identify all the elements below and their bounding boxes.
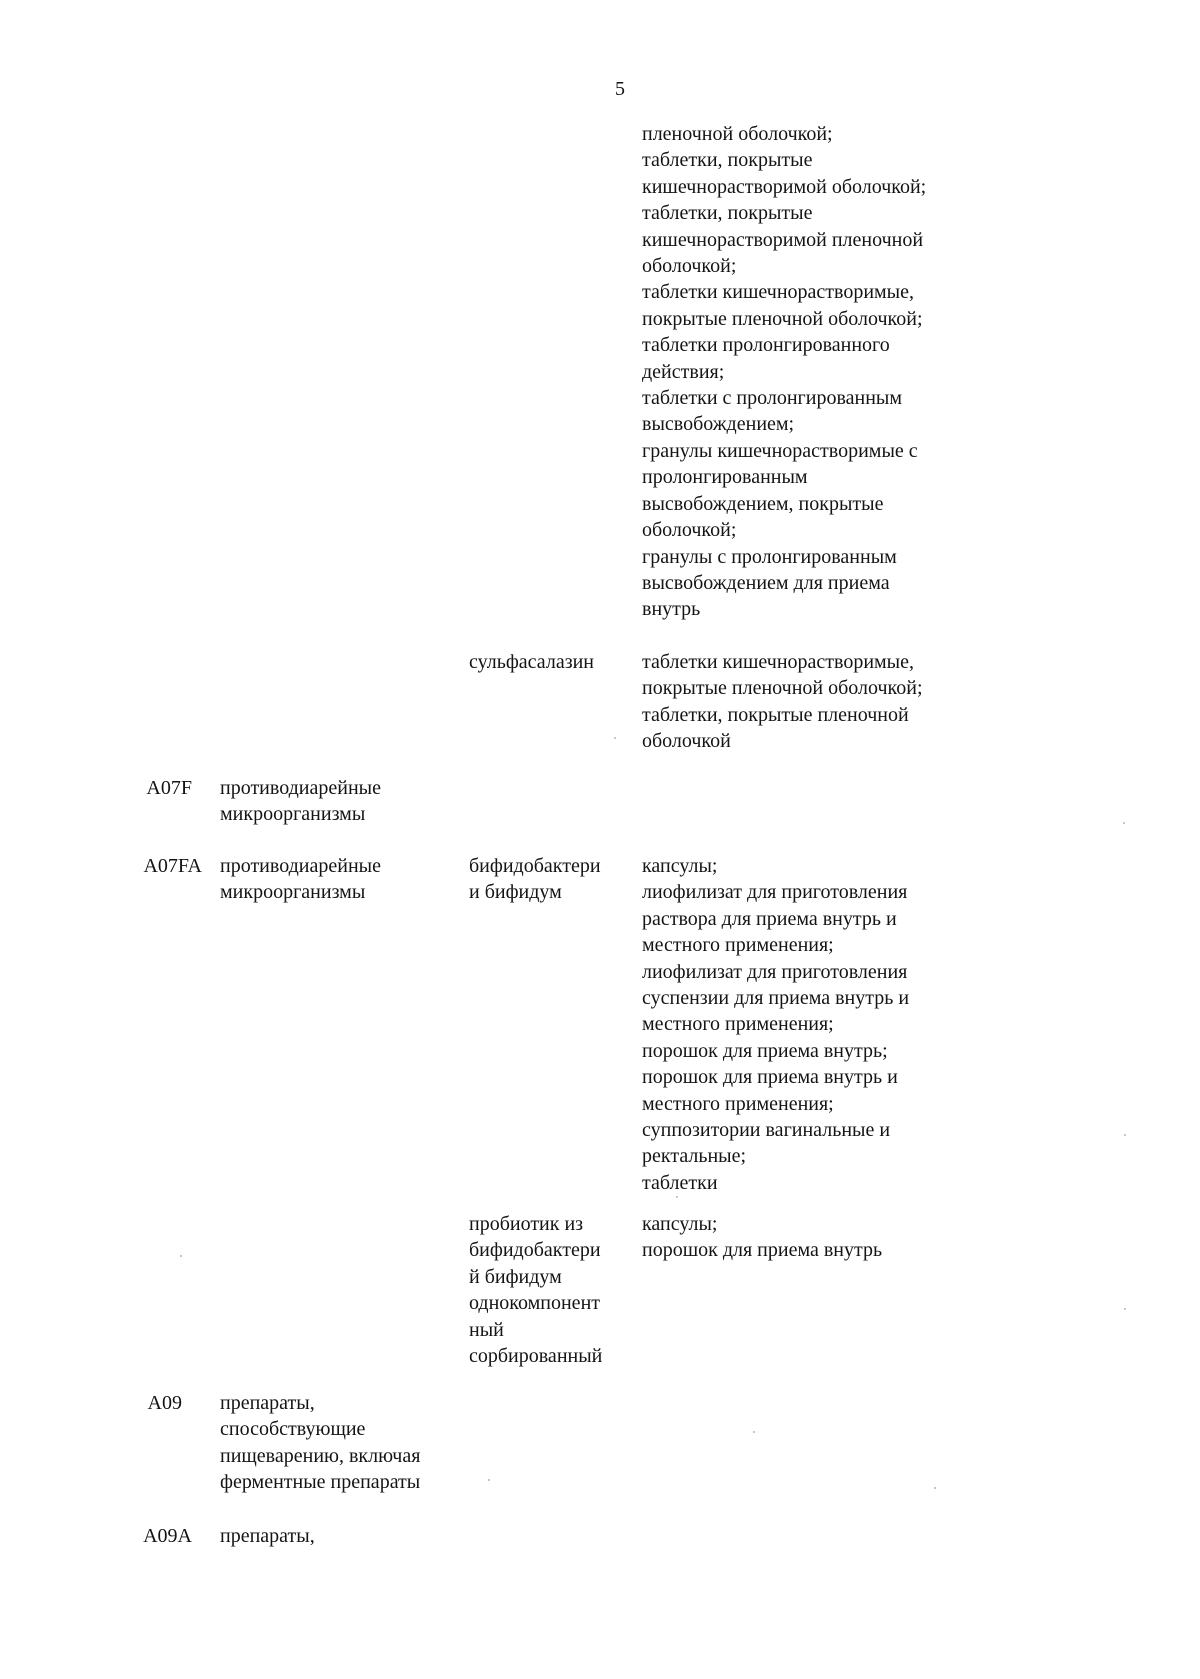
drug-name-line: и бифидум xyxy=(469,881,562,904)
dosage-form-line: гранулы кишечнорастворимые с xyxy=(642,439,918,462)
atc-group-line: микроорганизмы xyxy=(220,803,366,826)
dosage-form-line: таблетки, покрытые пленочной xyxy=(642,703,909,726)
dosage-form-line: высвобождением; xyxy=(642,413,795,436)
dosage-form-line: раствора для приема внутрь и xyxy=(642,907,897,930)
dosage-form-line: суспензии для приема внутрь и xyxy=(642,987,910,1010)
atc-code: A07F xyxy=(146,777,192,799)
dosage-form-line: кишечнорастворимой оболочкой; xyxy=(642,175,927,198)
dosage-form-line: местного применения; xyxy=(642,1013,834,1036)
scan-speck xyxy=(1123,822,1125,824)
dosage-form-line: гранулы с пролонгированным xyxy=(642,545,897,568)
dosage-form-line: таблетки пролонгированного xyxy=(642,334,890,357)
dosage-form-line: высвобождением, покрытые xyxy=(642,492,884,515)
scan-speck xyxy=(934,1487,936,1489)
dosage-form-line: таблетки кишечнорастворимые, xyxy=(642,281,914,304)
atc-group-line: противодиарейные xyxy=(220,855,381,877)
dosage-forms-cell xyxy=(642,649,982,755)
dosage-form-line: порошок для приема внутрь xyxy=(642,1239,883,1262)
dosage-form-line: капсулы; xyxy=(642,855,718,877)
scan-speck xyxy=(180,1255,182,1257)
atc-group-line: препараты, xyxy=(220,1392,315,1414)
dosage-forms-cell xyxy=(642,853,982,1196)
atc-group-line: пищеварению, включая xyxy=(220,1444,421,1467)
drug-name-line: бифидобактери xyxy=(469,1239,601,1262)
drug-name-cell xyxy=(469,649,627,675)
dosage-form-line: лиофилизат для приготовления xyxy=(642,881,908,904)
dosage-form-line: оболочкой xyxy=(642,730,731,753)
atc-group-line: ферментные препараты xyxy=(220,1471,421,1494)
drug-name-line: й бифидум xyxy=(469,1265,562,1288)
atc-code: A07FA xyxy=(143,855,202,877)
dosage-form-line: покрытые пленочной оболочкой; xyxy=(642,677,923,700)
dosage-form-line: капсулы; xyxy=(642,1213,718,1235)
dosage-forms-cell xyxy=(642,1211,982,1264)
dosage-form-line: пленочной оболочкой; xyxy=(642,123,833,145)
dosage-form-line: местного применения; xyxy=(642,1092,834,1115)
dosage-form-line: пролонгированным xyxy=(642,466,808,489)
drug-name-cell xyxy=(469,853,627,906)
atc-group-line: препараты, xyxy=(220,1525,315,1547)
dosage-form-line: оболочкой; xyxy=(642,255,737,278)
drug-name-line: сульфасалазин xyxy=(469,651,595,673)
dosage-form-line: местного применения; xyxy=(642,934,834,957)
scan-speck xyxy=(676,1196,678,1198)
dosage-form-line: порошок для приема внутрь и xyxy=(642,1066,898,1089)
dosage-form-line: порошок для приема внутрь; xyxy=(642,1039,888,1062)
atc-group-cell xyxy=(220,853,460,906)
dosage-form-line: таблетки кишечнорастворимые, xyxy=(642,651,914,673)
page-number: 5 xyxy=(615,78,625,100)
dosage-form-line: ректальные; xyxy=(642,1145,747,1168)
scan-speck xyxy=(614,737,616,739)
scan-speck xyxy=(1124,1308,1126,1310)
dosage-form-line: действия; xyxy=(642,360,725,383)
scan-speck xyxy=(753,1431,755,1433)
dosage-form-line: внутрь xyxy=(642,598,701,621)
dosage-form-line: оболочкой; xyxy=(642,519,737,542)
dosage-form-line: покрытые пленочной оболочкой; xyxy=(642,307,923,330)
drug-name-line: пробиотик из xyxy=(469,1213,584,1235)
dosage-forms-cell xyxy=(642,121,982,623)
atc-code: A09 xyxy=(147,1392,182,1414)
dosage-form-line: таблетки с пролонгированным xyxy=(642,387,903,410)
dosage-form-line: кишечнорастворимой пленочной xyxy=(642,228,924,251)
drug-name-line: сорбированный xyxy=(469,1345,603,1368)
dosage-form-line: суппозитории вагинальные и xyxy=(642,1119,891,1142)
atc-group-line: противодиарейные xyxy=(220,777,381,799)
drug-name-line: ный xyxy=(469,1318,504,1341)
dosage-form-line: таблетки, покрытые xyxy=(642,149,813,172)
drug-name-cell xyxy=(469,1211,627,1369)
dosage-form-line: высвобождением для приема xyxy=(642,571,890,594)
atc-group-line: способствующие xyxy=(220,1418,366,1441)
dosage-form-line: таблетки xyxy=(642,1171,718,1194)
scan-speck xyxy=(488,1479,490,1481)
atc-group-line: микроорганизмы xyxy=(220,881,366,904)
atc-code: A09A xyxy=(143,1525,192,1547)
drug-name-line: бифидобактери xyxy=(469,855,601,877)
dosage-form-line: таблетки, покрытые xyxy=(642,202,813,225)
atc-group-cell xyxy=(220,1523,460,1549)
atc-group-cell xyxy=(220,1390,460,1496)
dosage-form-line: лиофилизат для приготовления xyxy=(642,960,908,983)
atc-group-cell xyxy=(220,775,460,828)
drug-name-line: однокомпонент xyxy=(469,1292,601,1315)
scan-speck xyxy=(1124,1134,1126,1136)
